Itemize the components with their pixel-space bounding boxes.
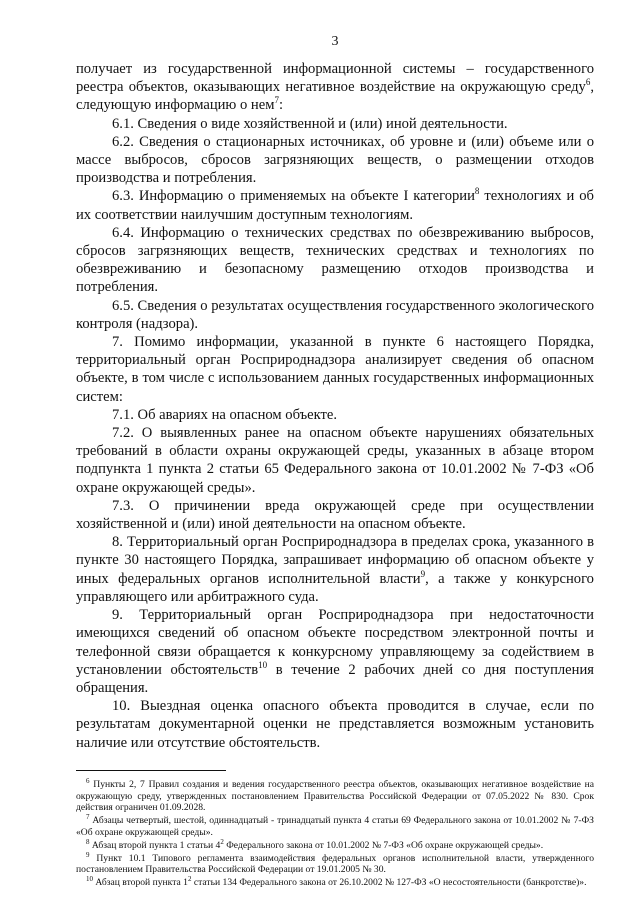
footnote xyxy=(76,776,594,814)
paragraph-text: в течение 2 рабочих дней со дня поступления обращения. xyxy=(76,661,594,696)
paragraph-text: 7.2. О выявленных ранее на опасном объекте нарушениях обязательных требований в области охраны окружающей среды, указанных в абзаце втором подпункта 1 пункта 2 статьи 65 Федерального закона от 10.01.2002 № 7-ФЗ «Об охране окружающей среды». xyxy=(76,425,594,496)
paragraph-text: 6.1. Сведения о виде хозяйственной и (или) иной деятельности. xyxy=(112,115,508,132)
paragraph xyxy=(76,60,594,115)
footnote-ref: 7 xyxy=(274,95,279,106)
paragraph-text: 7.1. Об авариях на опасном объекте. xyxy=(112,406,338,423)
footnote-text: Абзац второй пункта 1 статьи 4 xyxy=(91,839,221,851)
body-text xyxy=(76,60,594,752)
paragraph xyxy=(76,606,594,697)
footnote xyxy=(76,850,594,877)
paragraph xyxy=(76,133,594,188)
paragraph xyxy=(76,533,594,606)
paragraph-text: 7. Помимо информации, указанной в пункте 6 настоящего Порядка, территориальный орган Росприроднадзора анализирует сведения об опасном объекте, в том числе с использованием данных государственных информационных систем: xyxy=(76,334,594,405)
paragraph xyxy=(76,497,594,533)
page-number: 3 xyxy=(331,34,339,49)
footnote-number: 9 xyxy=(86,850,90,859)
paragraph xyxy=(76,697,594,752)
paragraph xyxy=(76,333,594,406)
footnote-number: 10 xyxy=(86,874,93,883)
footnote-ref: 9 xyxy=(420,568,426,579)
footnote xyxy=(76,837,594,852)
paragraph-text: 6.2. Сведения о стационарных источниках, об уровне и (или) объеме или о массе выбросов, сбросов загрязняющих веществ, о размещении отходов производства и потребления. xyxy=(76,133,594,187)
paragraph-text: 7.3. О причинении вреда окружающей среде при осуществлении хозяйственной и (или) иной деятельности на опасном объекте. xyxy=(76,497,594,533)
footnote-text: Абзацы четвертый, шестой, одиннадцатый - тринадцатый пункта 4 статьи 69 Федерального закона от 10.01.2002 № 7-ФЗ «Об охране окружающей среды». xyxy=(76,815,594,838)
paragraph xyxy=(76,115,594,133)
paragraph xyxy=(76,297,594,333)
footnote-number: 6 xyxy=(86,776,90,785)
paragraph xyxy=(76,406,594,424)
footnotes xyxy=(76,776,594,889)
footnote-number: 8 xyxy=(86,837,90,846)
footnote-separator xyxy=(76,770,226,771)
footnote-superscript: 2 xyxy=(220,837,224,846)
paragraph-text: технологиях и об их соответствии наилучшим доступным технологиям. xyxy=(76,188,594,223)
footnote xyxy=(76,812,594,839)
footnote-text: Пункты 2, 7 Правил создания и ведения государственного реестра объектов, оказывающих негативное воздействие на окружающую среду, утвержденных постановлением Правительства Российской Федерации от 07.05.2022 № 830. Срок действия ограничен 01.09.2028. xyxy=(76,778,594,814)
paragraph xyxy=(76,187,594,223)
footnote-ref: 6 xyxy=(585,77,591,88)
paragraph-text: 9. Территориальный орган Росприроднадзора при недостаточности имеющихся сведений об опасном объекте посредством электронной почты и телефонной связи обращается к конкурсному управляющему за содействием в установлении обстоятельств xyxy=(76,607,594,678)
footnote-text: Федерального закона от 10.01.2002 № 7-ФЗ «Об охране окружающей среды». xyxy=(223,839,544,851)
footnote xyxy=(76,874,594,889)
paragraph-text: 6.3. Информацию о применяемых на объекте I категории xyxy=(112,188,475,205)
footnote-number: 7 xyxy=(86,812,90,821)
footnote-text: Абзац второй пункта 1 xyxy=(95,877,188,889)
paragraph-text: : xyxy=(278,97,284,114)
footnote-text: Пункт 10.1 Типового регламента взаимодействия федеральных органов исполнительной власти, утвержденного постановлением Правительства Российской Федерации от 19.01.2005 № 30. xyxy=(76,852,594,876)
paragraph-text: 10. Выездная оценка опасного объекта проводится в случае, если по результатам документарной оценки не представляется возможным установить наличие или отсутствие обстоятельств. xyxy=(76,698,594,751)
paragraph xyxy=(76,224,594,297)
paragraph-text: , а также у конкурсного управляющего или арбитражного суда. xyxy=(76,570,594,605)
footnote-text: статьи 134 Федерального закона от 26.10.2002 № 127-ФЗ «О несостоятельности (банкротстве)». xyxy=(191,877,587,889)
footnote-superscript: 2 xyxy=(187,874,192,883)
footnote-ref: 10 xyxy=(258,659,268,670)
paragraph-text: 6.4. Информацию о технических средствах по обезвреживанию выбросов, сбросов загрязняющих веществ, технических средствах и технологиях по обезвреживанию и безопасному размещению отходов производства и потребления. xyxy=(76,224,594,296)
footnote-ref: 8 xyxy=(474,186,480,197)
paragraph-text: 6.5. Сведения о результатах осуществления государственного экологического контроля (надзора). xyxy=(76,297,594,332)
paragraph-text: получает из государственной информационной системы – государственного реестра объектов, оказывающих негативное воздействие на окружающую среду xyxy=(76,61,594,96)
paragraph-text: , следующую информацию о нем xyxy=(76,79,594,114)
paragraph xyxy=(76,424,594,497)
paragraph-text: 8. Территориальный орган Росприроднадзора в пределах срока, указанного в пункте 30 настоящего Порядка, запрашивает информацию об опасном объекте у иных федеральных органов исполнительной власти xyxy=(76,534,594,587)
